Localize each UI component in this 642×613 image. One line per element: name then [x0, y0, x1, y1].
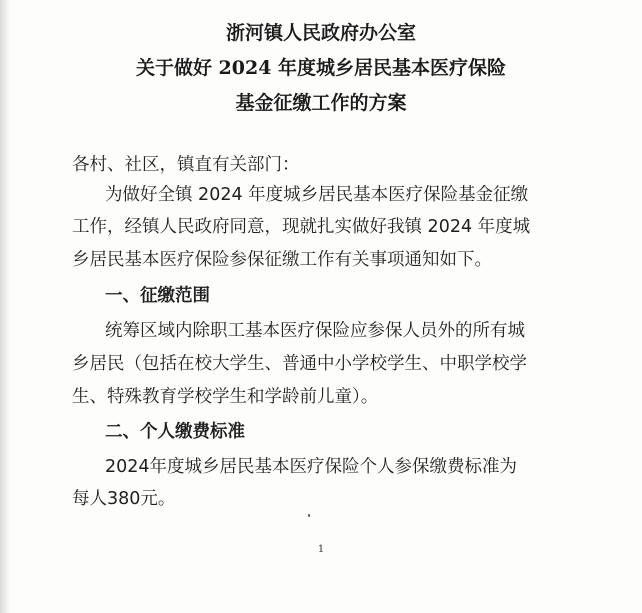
section-1-line-1: 统筹区域内除职工基本医疗保险应参保人员外的所有城	[105, 321, 525, 341]
intro-line-3: 乡居民基本医疗保险参保征缴工作有关事项通知如下。	[72, 250, 492, 270]
section-2-line-1: 2024年度城乡居民基本医疗保险个人参保缴费标准为	[105, 457, 518, 477]
intro-line-2: 工作，经镇人民政府同意，现就扎实做好我镇 2024 年度城	[72, 217, 531, 237]
title-line-3: 基金征缴工作的方案	[235, 92, 407, 114]
title-line-1: 浙河镇人民政府办公室	[225, 22, 416, 44]
page-number: 1	[317, 544, 325, 555]
section-2-line-2: 每人380元。	[72, 489, 176, 509]
section-1-line-3: 生、特殊教育学校学生和学龄前儿童）。	[72, 387, 379, 407]
intro-line-1: 为做好全镇 2024 年度城乡居民基本医疗保险基金征缴	[105, 185, 529, 205]
section-1-line-2: 乡居民（包括在校大学生、普通中小学校学生、中职学校学	[72, 354, 527, 374]
recipient-line: 各村、社区，镇直有关部门：	[72, 155, 300, 175]
scan-speck	[308, 514, 310, 517]
section-1-heading: 一、征缴范围	[105, 286, 210, 306]
title-line-2: 关于做好 2024 年度城乡居民基本医疗保险	[135, 57, 507, 79]
section-2-heading: 二、个人缴费标准	[105, 422, 245, 442]
